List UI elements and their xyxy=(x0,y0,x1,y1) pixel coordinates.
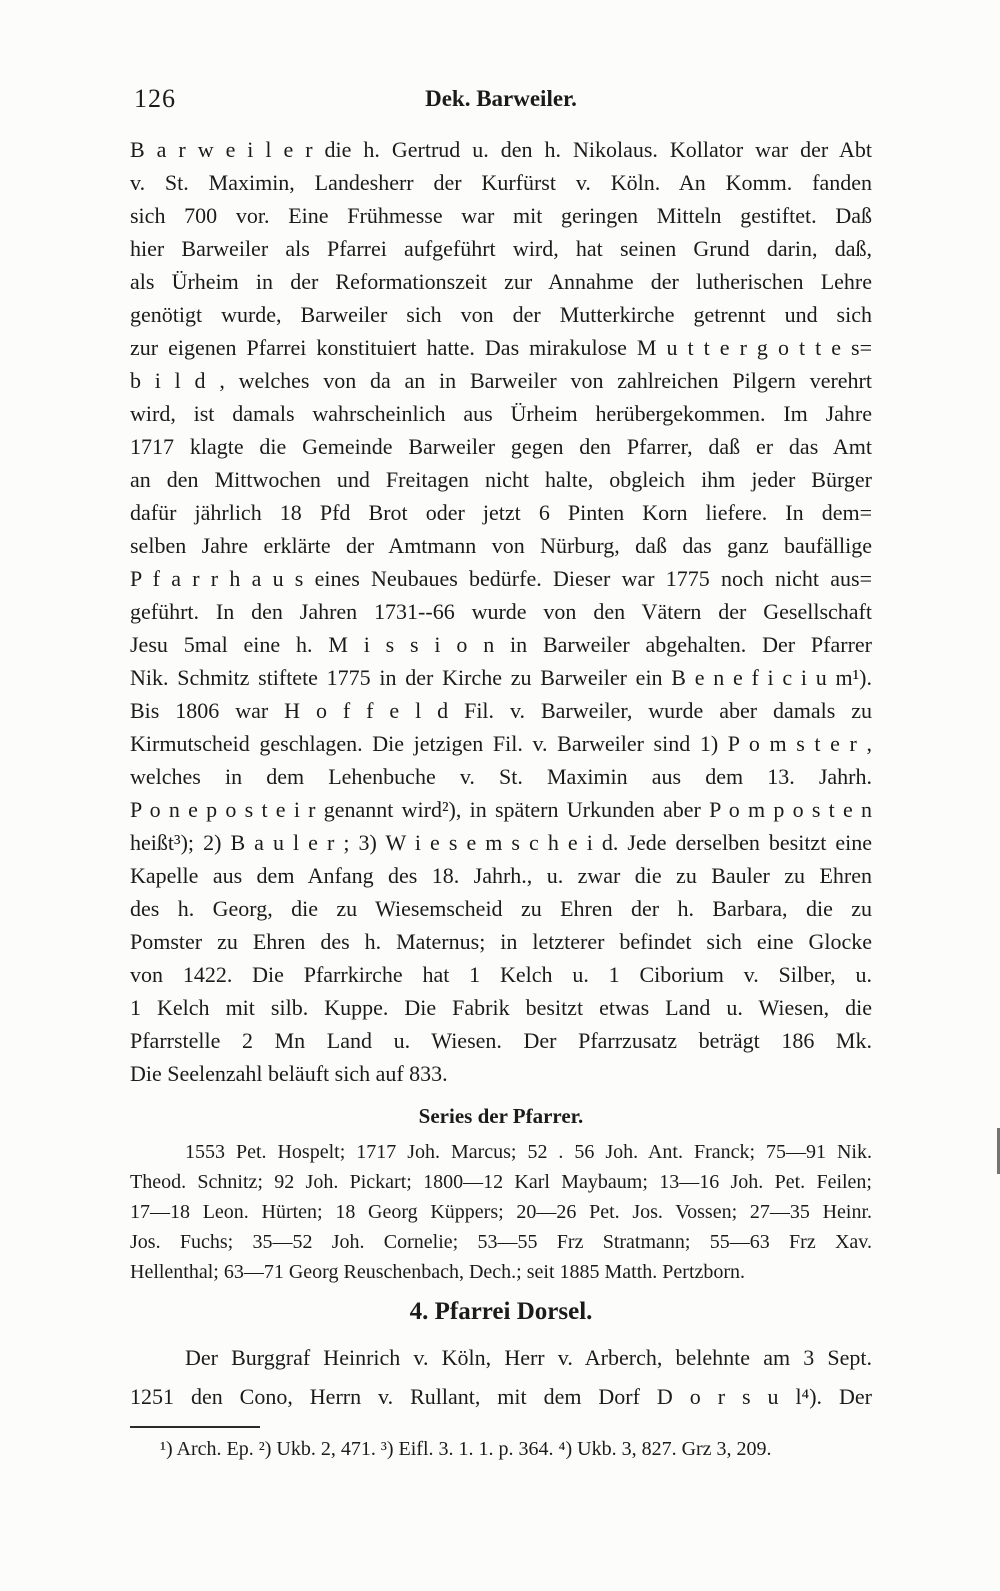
text-line: Hellenthal; 63—71 Georg Reuschenbach, Dech.; seit 1885 Matth. Pertzborn. xyxy=(130,1261,746,1283)
text-line: 1717 klagte die Gemeinde Barweiler gegen den Pfarrer, daß er das Amt xyxy=(130,434,872,459)
text-line: 1251 den Cono, Herrn v. Rullant, mit dem Dorf D o r s u l⁴). Der xyxy=(130,1384,872,1409)
page-header xyxy=(130,84,872,114)
text-line: Bis 1806 war H o f f e l d Fil. v. Barweiler, wurde aber damals zu xyxy=(130,698,872,723)
text-line: 1553 Pet. Hospelt; 1717 Joh. Marcus; 52 . 56 Joh. Ant. Franck; 75—91 Nik. xyxy=(185,1141,872,1163)
footnote-separator xyxy=(130,1426,260,1428)
text-line: P o n e p o s t e i r genannt wird²), in spätern Urkunden aber P o m p o s t e n xyxy=(130,797,872,822)
text-line: welches in dem Lehenbuche v. St. Maximin aus dem 13. Jahrh. xyxy=(130,764,872,789)
text-line: von 1422. Die Pfarrkirche hat 1 Kelch u. 1 Ciborium v. Silber, u. xyxy=(130,962,872,987)
text-line: Jos. Fuchs; 35—52 Joh. Cornelie; 53—55 Frz Stratmann; 55—63 Frz Xav. xyxy=(130,1231,872,1253)
text-line: b i l d , welches von da an in Barweiler von zahlreichen Pilgern verehrt xyxy=(130,368,872,393)
text-line: genötigt wurde, Barweiler sich von der Mutterkirche getrennt und sich xyxy=(130,302,872,327)
text-line: Pomster zu Ehren des h. Maternus; in letzterer befindet sich eine Glocke xyxy=(130,929,872,954)
barweiler-paragraph xyxy=(130,133,872,1090)
series-heading: Series der Pfarrer. xyxy=(418,1104,584,1128)
text-line: Jesu 5mal eine h. M i s s i o n in Barweiler abgehalten. Der Pfarrer xyxy=(130,632,872,657)
text-line: P f a r r h a u s eines Neubaues bedürfe. Dieser war 1775 noch nicht aus= xyxy=(130,566,872,591)
running-title: Dek. Barweiler. xyxy=(425,86,577,111)
text-line: Nik. Schmitz stiftete 1775 in der Kirche zu Barweiler ein B e n e f i c i u m¹). xyxy=(130,665,872,690)
page-number: 126 xyxy=(134,84,176,113)
text-line: zur eigenen Pfarrei konstituiert hatte. Das mirakulose M u t t e r g o t t e s= xyxy=(130,335,872,360)
text-line: 17—18 Leon. Hürten; 18 Georg Küppers; 20—26 Pet. Jos. Vossen; 27—35 Heinr. xyxy=(130,1201,872,1223)
text-line: dafür jährlich 18 Pfd Brot oder jetzt 6 Pinten Korn liefere. In dem= xyxy=(130,500,872,525)
text-line: Kapelle aus dem Anfang des 18. Jahrh., u. zwar die zu Bauler zu Ehren xyxy=(130,863,872,888)
text-line: Die Seelenzahl beläuft sich auf 833. xyxy=(130,1061,448,1086)
text-line: Der Burggraf Heinrich v. Köln, Herr v. Arberch, belehnte am 3 Sept. xyxy=(185,1345,872,1370)
text-line: des h. Georg, die zu Wiesemscheid zu Ehren der h. Barbara, die zu xyxy=(130,896,872,921)
text-line: wird, ist damals wahrscheinlich aus Ürheim herübergekommen. Im Jahre xyxy=(130,401,872,426)
dorsel-heading: 4. Pfarrei Dorsel. xyxy=(409,1298,593,1325)
text-line: selben Jahre erklärte der Amtmann von Nürburg, daß das ganz baufällige xyxy=(130,533,872,558)
text-line: Kirmutscheid geschlagen. Die jetzigen Fil. v. Barweiler sind 1) P o m s t e r , xyxy=(130,731,872,756)
text-line: B a r w e i l e r die h. Gertrud u. den h. Nikolaus. Kollator war der Abt xyxy=(130,137,872,162)
text-line: heißt³); 2) B a u l e r ; 3) W i e s e m s c h e i d. Jede derselben besitzt eine xyxy=(130,830,872,855)
text-line: v. St. Maximin, Landesherr der Kurfürst v. Köln. An Komm. fanden xyxy=(130,170,872,195)
text-line: hier Barweiler als Pfarrei aufgeführt wird, hat seinen Grund darin, daß, xyxy=(130,236,872,261)
text-line: geführt. In den Jahren 1731--66 wurde von den Vätern der Gesellschaft xyxy=(130,599,872,624)
text-line: 1 Kelch mit silb. Kuppe. Die Fabrik besitzt etwas Land u. Wiesen, die xyxy=(130,995,872,1020)
text-line: als Ürheim in der Reformationszeit zur Annahme der lutherischen Lehre xyxy=(130,269,872,294)
footnote-line: ¹) Arch. Ep. ²) Ukb. 2, 471. ³) Eifl. 3. 1. 1. p. 364. ⁴) Ukb. 3, 827. Grz 3, 209. xyxy=(160,1438,772,1460)
series-paragraph xyxy=(130,1137,872,1287)
text-line: sich 700 vor. Eine Frühmesse war mit geringen Mitteln gestiftet. Daß xyxy=(130,203,872,228)
text-line: an den Mittwochen und Freitagen nicht halte, obgleich ihm jeder Bürger xyxy=(130,467,872,492)
dorsel-paragraph xyxy=(130,1338,872,1416)
text-line: Pfarrstelle 2 Mn Land u. Wiesen. Der Pfarrzusatz beträgt 186 Mk. xyxy=(130,1028,872,1053)
text-line: Theod. Schnitz; 92 Joh. Pickart; 1800—12 Karl Maybaum; 13—16 Joh. Pet. Feilen; xyxy=(130,1171,872,1193)
